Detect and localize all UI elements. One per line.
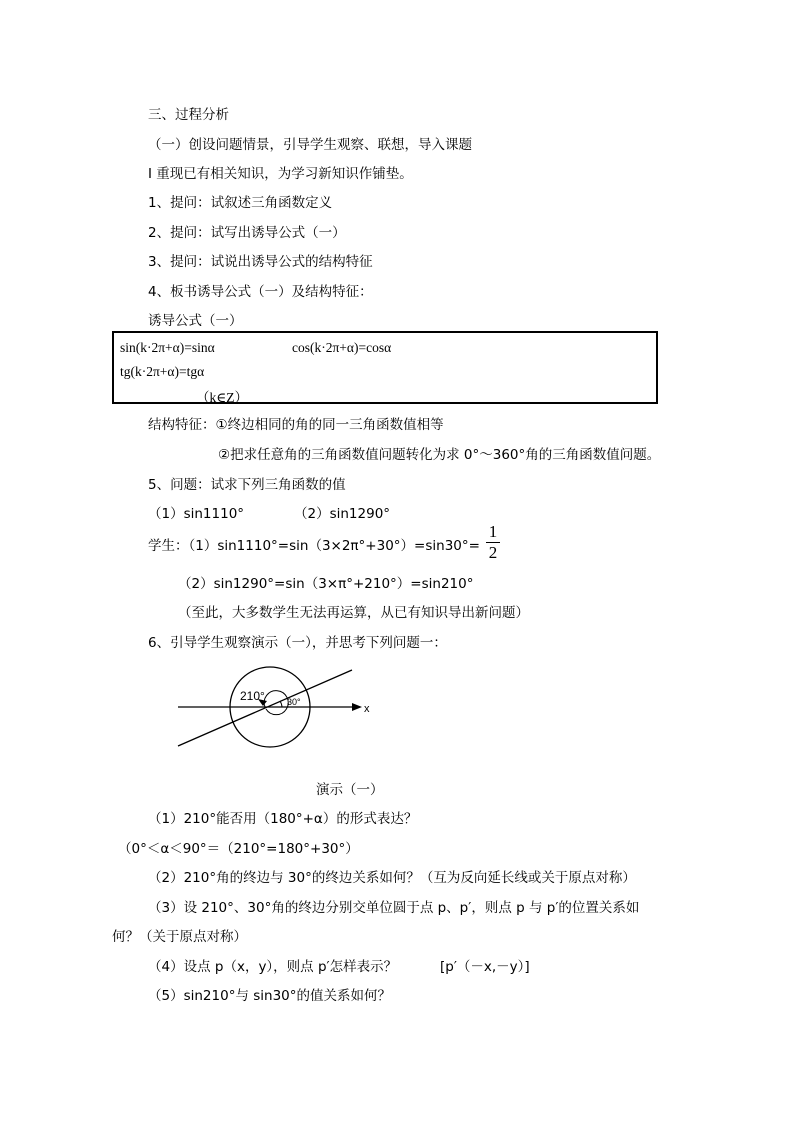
problem-1: （1）sin1110° [148, 506, 245, 522]
formula-label: 诱导公式（一） [148, 313, 243, 329]
terminal-line [178, 670, 352, 746]
item-i: I 重现已有相关知识，为学习新知识作铺垫。 [148, 166, 413, 182]
tg-formula: tg(k·2π+α)=tgα [120, 364, 205, 379]
question-a3: （3）设 210°、30°角的终边分别交单位圆于点 p、p′，则点 p 与 p′的位置关系如 [148, 900, 640, 916]
question-a5: （5）sin210°与 sin30°的值关系如何？ [148, 988, 392, 1004]
structure-feature-2: ②把求任意角的三角函数值问题转化为求 0°～360°角的三角函数值问题。 [218, 447, 661, 463]
question-a1-detail: （0°＜α＜90°＝（210°=180°+30°） [118, 841, 359, 857]
x-axis-arrow [352, 703, 362, 711]
angle-30-label: 30° [287, 697, 301, 707]
cos-formula: cos(k·2π+α)=cosα [292, 340, 392, 355]
question-a1: （1）210°能否用（180°+α）的形式表达？ [148, 811, 418, 827]
fraction-denominator: 2 [488, 543, 498, 562]
structure-feature-1: 结构特征：①终边相同的角的同一三角函数值相等 [148, 417, 444, 433]
question-4: 4、板书诱导公式（一）及结构特征： [148, 284, 373, 300]
question-3: 3、提问：试说出诱导公式的结构特征 [148, 254, 373, 270]
question-a2: （2）210°角的终边与 30°的终边关系如何？（互为反向延长线或关于原点对称） [148, 870, 636, 886]
question-5: 5、问题：试求下列三角函数的值 [148, 477, 346, 493]
section-title: 三、过程分析 [148, 107, 229, 123]
axis-x-label: x [364, 703, 370, 715]
student-answer-1: 学生：（1）sin1110°=sin（3×2π°+30°）=sin30°= [148, 538, 480, 554]
arc-30 [280, 701, 282, 707]
angle-210-label: 210° [240, 689, 265, 703]
question-a4-answer: [p′（－x,－y）] [440, 959, 530, 975]
question-6: 6、引导学生观察演示（一），并思考下列问题一： [148, 635, 447, 651]
diagram-caption: 演示（一） [316, 782, 384, 798]
note: （至此，大多数学生无法再运算，从已有知识导出新问题） [178, 605, 529, 621]
question-1: 1、提问：试叙述三角函数定义 [148, 195, 333, 211]
student-answer-2: （2）sin1290°=sin（3×π°+210°）=sin210° [178, 576, 474, 592]
problem-2: （2）sin1290° [294, 506, 391, 522]
question-a3-cont: 何？（关于原点对称） [112, 929, 247, 945]
question-2: 2、提问：试写出诱导公式（一） [148, 225, 346, 241]
fraction-numerator: 1 [488, 522, 498, 541]
sin-formula: sin(k·2π+α)=sinα [120, 340, 215, 355]
subsection-heading: （一）创设问题情景，引导学生观察、联想，导入课题 [148, 137, 472, 153]
question-a4: （4）设点 p（x，y），则点 p′怎样表示？ [148, 959, 398, 975]
k-condition: （k∈Z） [196, 390, 248, 405]
